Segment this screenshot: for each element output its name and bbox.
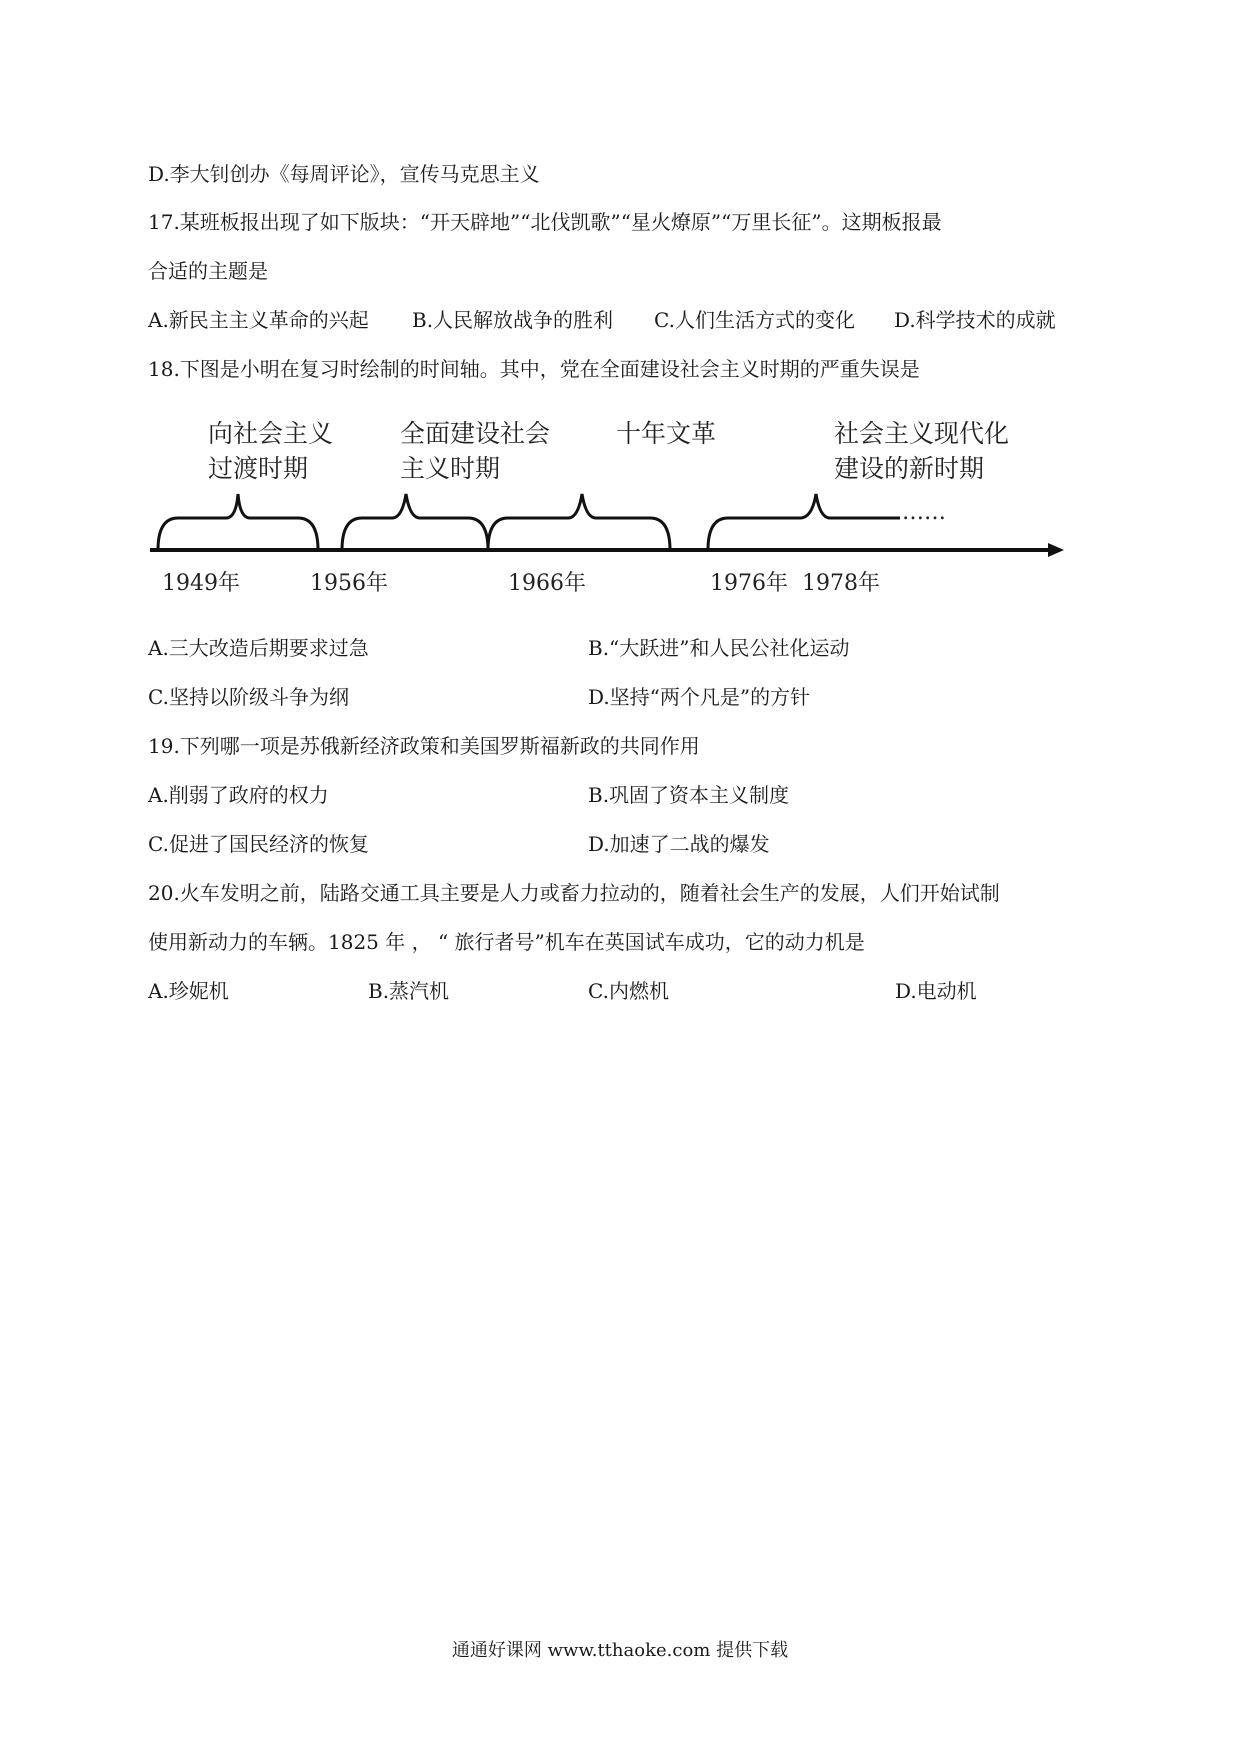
q17-stem-line1: 17.某班板报出现了如下版块：“开天辟地”“北伐凯歌”“星火燎原”“万里长征”。这期板报最 xyxy=(148,210,942,234)
q20-option-d: D.电动机 xyxy=(895,979,977,1003)
page-footer: 通通好课网 www.tthaoke.com 提供下载 xyxy=(451,1640,789,1661)
q17-option-a: A.新民主主义革命的兴起 xyxy=(148,308,369,332)
year-1956: 1956年 xyxy=(310,571,388,596)
continuation-dots: …… xyxy=(902,500,946,525)
q19-option-d: D.加速了二战的爆发 xyxy=(588,832,770,856)
q17-stem-line2: 合适的主题是 xyxy=(148,259,268,283)
period-4-brace xyxy=(708,494,900,550)
q18-stem: 18.下图是小明在复习时绘制的时间轴。其中，党在全面建设社会主义时期的严重失误是 xyxy=(148,357,920,381)
period-4-label-line1: 社会主义现代化 xyxy=(834,419,1010,448)
q16-option-d: D.李大钊创办《每周评论》，宣传马克思主义 xyxy=(148,162,540,186)
period-1-brace xyxy=(158,494,318,550)
q19-option-b: B.巩固了资本主义制度 xyxy=(588,783,790,807)
year-1966: 1966年 xyxy=(508,571,586,596)
q20-stem-line2: 使用新动力的车辆。1825 年 ， “ 旅行者号”机车在英国试车成功，它的动力机是 xyxy=(148,930,865,954)
period-1-label-line2: 过渡时期 xyxy=(208,454,309,483)
period-3-brace xyxy=(488,494,670,550)
q17-option-b: B.人民解放战争的胜利 xyxy=(412,308,614,332)
period-1-label-line1: 向社会主义 xyxy=(208,419,334,448)
year-1976: 1976年 xyxy=(710,571,788,596)
year-1949: 1949年 xyxy=(162,571,240,596)
period-2-label-line1: 全面建设社会 xyxy=(400,419,551,448)
q19-option-c: C.促进了国民经济的恢复 xyxy=(148,832,369,856)
q18-option-a: A.三大改造后期要求过急 xyxy=(148,636,369,660)
period-4-label-line2: 建设的新时期 xyxy=(834,454,985,483)
q17-option-d: D.科学技术的成就 xyxy=(894,308,1056,332)
q20-option-a: A.珍妮机 xyxy=(148,979,229,1003)
period-2-brace xyxy=(342,494,488,550)
q17-option-c: C.人们生活方式的变化 xyxy=(654,308,855,332)
year-1978: 1978年 xyxy=(802,571,880,596)
q18-option-b: B.“大跃进”和人民公社化运动 xyxy=(588,636,850,660)
q18-option-d: D.坚持“两个凡是”的方针 xyxy=(588,685,811,709)
period-3-label-line1: 十年文革 xyxy=(616,419,717,448)
q19-stem: 19.下列哪一项是苏俄新经济政策和美国罗斯福新政的共同作用 xyxy=(148,734,700,758)
axis-arrowhead xyxy=(1048,543,1064,557)
q19-option-a: A.削弱了政府的权力 xyxy=(148,783,329,807)
timeline-diagram xyxy=(150,410,1070,610)
q20-option-b: B.蒸汽机 xyxy=(368,979,450,1003)
q18-option-c: C.坚持以阶级斗争为纲 xyxy=(148,685,349,709)
q20-option-c: C.内燃机 xyxy=(588,979,669,1003)
period-2-label-line2: 主义时期 xyxy=(400,454,501,483)
q20-stem-line1: 20.火车发明之前，陆路交通工具主要是人力或畜力拉动的，随着社会生产的发展，人们开始试制 xyxy=(148,881,1000,905)
